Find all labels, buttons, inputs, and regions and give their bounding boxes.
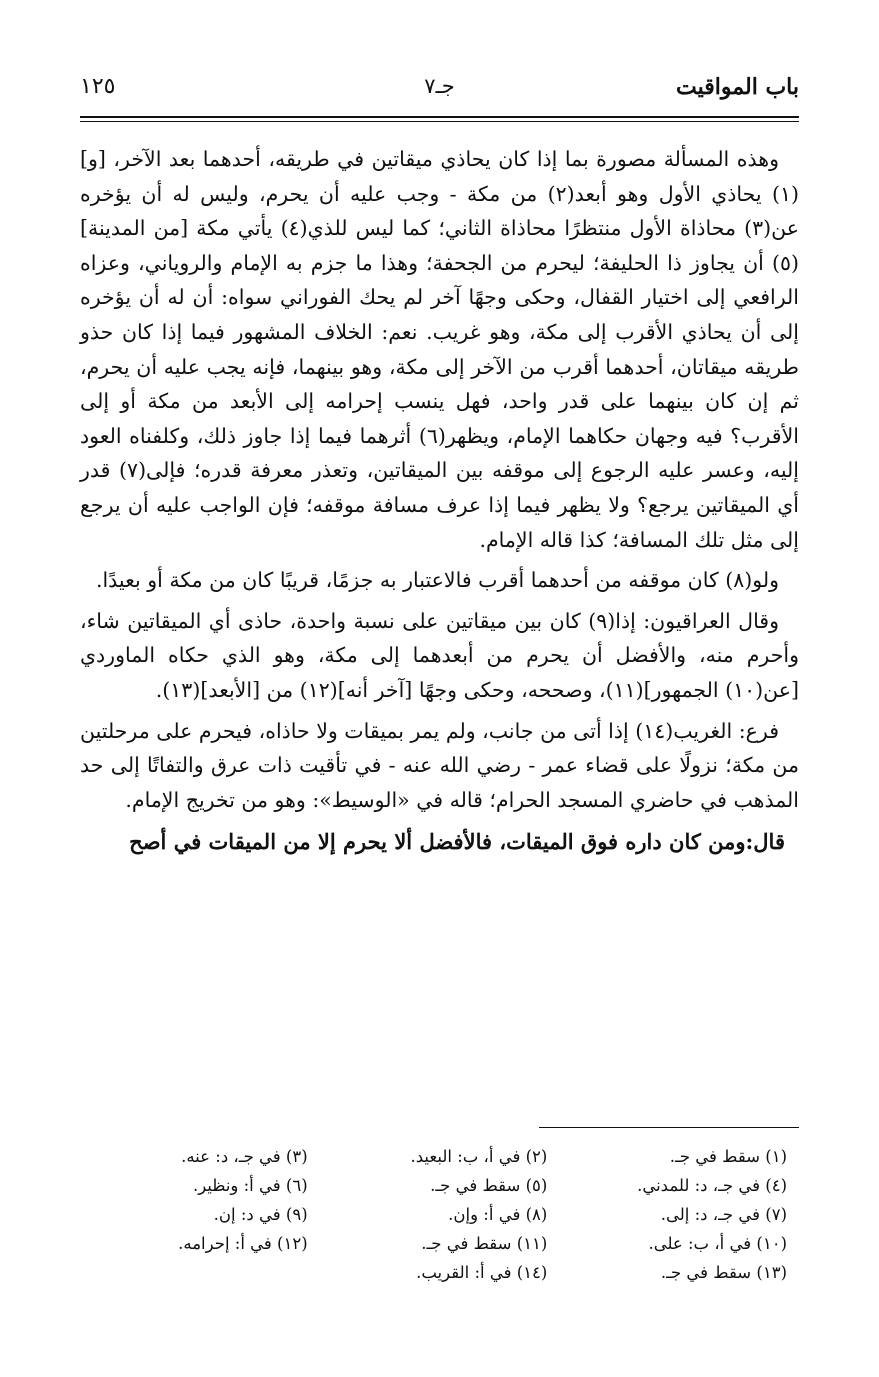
footnote-row [80, 1200, 799, 1229]
footnote: (١٣) سقط في جـ. [660, 1263, 787, 1282]
paragraph: وهذه المسألة مصورة بما إذا كان يحاذي ميقاتين في طريقه، أحدهما بعد الآخر، [و](١) يحاذي الأول وهو أبعد(٢) من مكة - وجب عليه أن يحرم، وليس له أن يؤخره عن(٣) محاذاة الأول منتظرًا محاذاة الثاني؛ كما ليس للذي(٤) يأتي مكة [من المدينة](٥) أن يجاوز ذا الحليفة؛ ليحرم من الجحفة؛ وهذا ما جزم به الإمام والروياني، وعزاه الرافعي إلى اختيار القفال، وحكى وجهًا آخر لم يحك الفوراني سواه: أن له أن يؤخره إلى أن يحاذي الأقرب إلى مكة، وهو غريب. نعم: الخلاف المشهور فيما إذا كان حذو طريقه ميقاتان، أحدهما أقرب من الآخر إلى مكة، وهو بينهما، فإنه يجب عليه أن يحرم، ثم إن كان بينهما على قدر واحد، فهل ينسب إحرامه إلى الأبعد من مكة أو إلى الأقرب؟ فيه وجهان حكاهما الإمام، ويظهر(٦) أثرهما فيما إذا جاوز ذلك، وكلفناه العود إليه، وعسر عليه الرجوع إلى موقفه بين الميقاتين، وتعذر معرفة قدره؛ فإلى(٧) قدر أي الميقاتين يرجع؟ ولا يظهر فيما إذا عرف مسافة موقفه؛ فإن الواجب عليه أن يرجع إلى مثل تلك المسافة؛ كذا قاله الإمام. [80, 147, 800, 552]
volume-label: جـ٧ [424, 74, 455, 98]
footnote: (٦) في أ: ونظير. [192, 1176, 308, 1195]
chapter-title: باب المواقيت [676, 74, 799, 100]
footnote: (٨) في أ: وإن. [448, 1205, 548, 1224]
footnote-row [80, 1229, 799, 1258]
footnote: (٥) سقط في جـ. [430, 1176, 548, 1195]
footnote: (٣) في جـ، د: عنه. [181, 1147, 308, 1166]
footnote: (٧) في جـ، د: إلى. [660, 1205, 787, 1224]
footnote: (٤) في جـ، د: للمدني. [637, 1176, 787, 1195]
main-text [80, 142, 799, 860]
footnote: (١٤) في أ: القريب. [416, 1263, 548, 1282]
footnote-row [80, 1142, 799, 1171]
footnote-separator [539, 1127, 799, 1128]
page-number: ١٢٥ [80, 74, 116, 99]
footnote: (١) سقط في جـ. [669, 1147, 787, 1166]
footnote: (١٠) في أ، ب: على. [648, 1234, 787, 1253]
footnote-row [80, 1171, 799, 1200]
paragraph: وقال العراقيون: إذا(٩) كان بين ميقاتين على نسبة واحدة، حاذى أي الميقاتين شاء، وأحرم منه، والأفضل أن يحرم من أبعدهما إلى مكة، وهو الذي حكاه الماوردي [عن(١٠) الجمهور](١١)، وصححه، وحكى وجهًا [آخر أنه](١٢) من [الأبعد](١٣). [80, 608, 799, 702]
paragraph: فرع: الغريب(١٤) إذا أتى من جانب، ولم يمر بميقات ولا حاذاه، فيحرم على مرحلتين من مكة؛ نزولًا على قضاء عمر - رضي الله عنه - في تأقيت ذات عرق والتفاتًا إلى حد المذهب في حاضري المسجد الحرام؛ قاله في «الوسيط»: وهو من تخريج الإمام. [79, 718, 799, 812]
header-rule-thin [80, 121, 799, 122]
footnote: (١١) سقط في جـ. [421, 1234, 548, 1253]
footnote: (١٢) في أ: إحرامه. [178, 1234, 308, 1253]
paragraph: ولو(٨) كان موقفه من أحدهما أقرب فالاعتبار به جزمًا، قريبًا كان من مكة أو بعيدًا. [95, 568, 779, 593]
footnote-row [80, 1258, 799, 1287]
footnote: (٩) في د: إن. [213, 1205, 308, 1224]
page-header [80, 74, 799, 114]
header-rule [80, 116, 799, 118]
footnote: (٢) في أ، ب: البعيد. [410, 1147, 548, 1166]
matn-text: قال:ومن كان داره فوق الميقات، فالأفضل ألا يحرم إلا من الميقات في أصح [129, 829, 785, 855]
footnotes [80, 1142, 799, 1287]
